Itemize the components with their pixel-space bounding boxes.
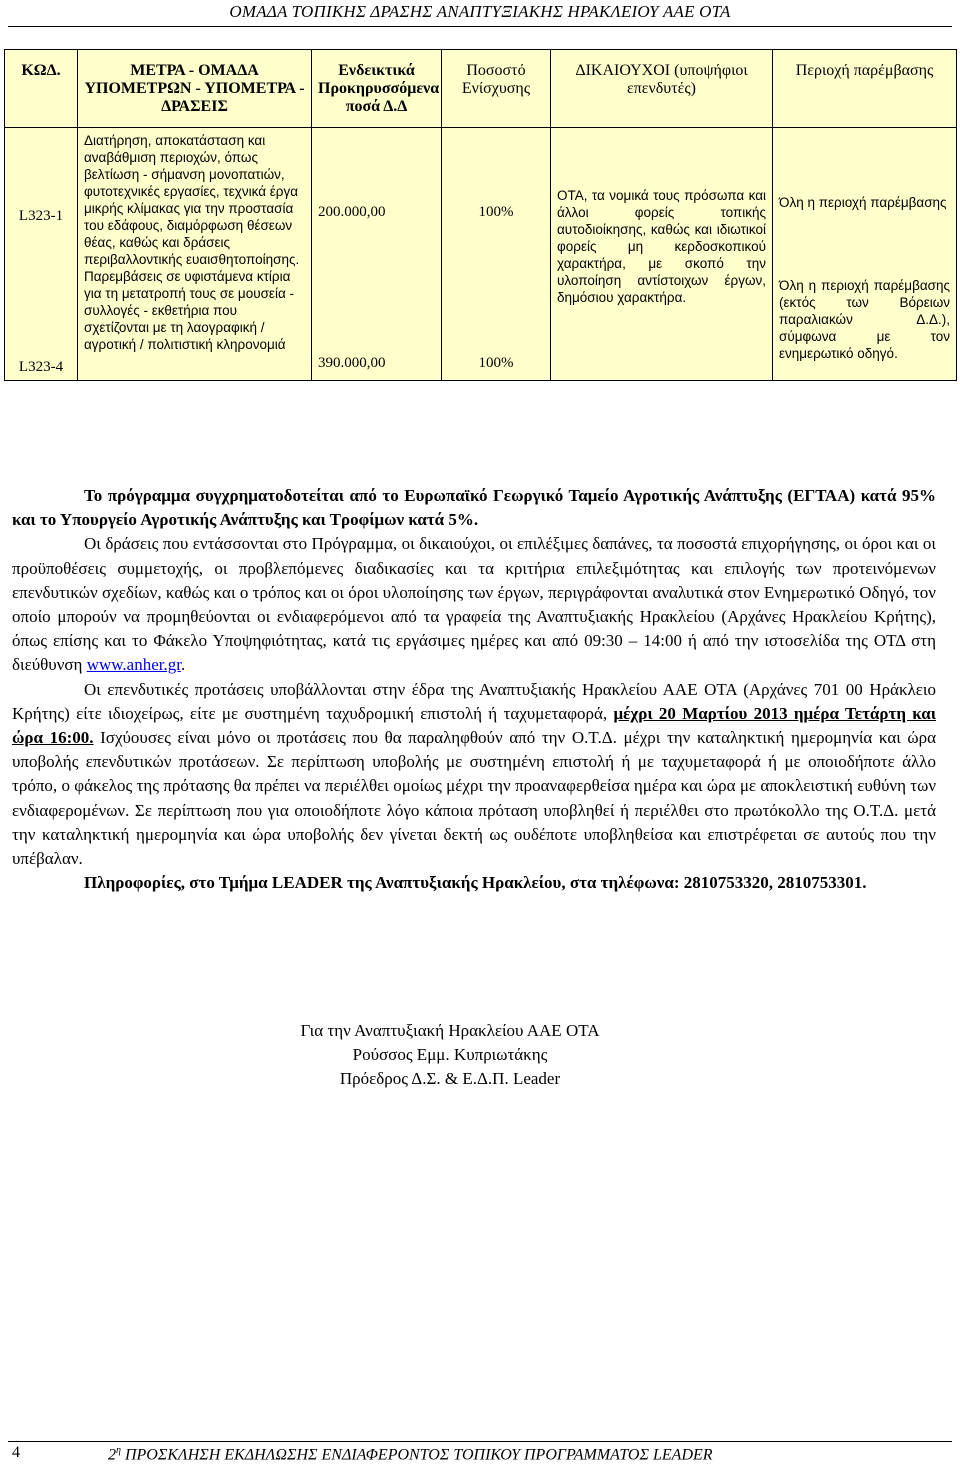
- signature-org: Για την Αναπτυξιακή Ηρακλείου ΑΑΕ ΟΤΑ: [300, 1021, 600, 1040]
- page-number: 4: [12, 1444, 20, 1461]
- website-link[interactable]: www.anher.gr: [86, 655, 181, 675]
- info-paragraph: Πληροφορίες, στο Τμήμα LEADER της Αναπτυξιακής Ηρακλείου, στα τηλέφωνα: 2810753320, 2810753301.: [84, 873, 867, 893]
- funding-paragraph: Το πρόγραμμα συγχρηματοδοτείται από το Ευρωπαϊκό Γεωργικό Ταμείο Αγροτικής Ανάπτυξης (ΕΓΤΑΑ) κατά 95% και το Υπουργείο Αγροτικής Ανάπτυξης και Τροφίμων κατά 5%.: [12, 486, 936, 530]
- paragraph-actions-end: .: [180, 655, 186, 675]
- paragraph-submission: [12, 678, 936, 872]
- col-header-beneficiaries: [551, 50, 773, 128]
- submission-rest: Ισχύουσες είναι μόνο οι προτάσεις που θα παραληφθούν από την Ο.Τ.Δ. μέχρι την καταληκτική ημερομηνία και ώρα υποβολής επενδυτικών προτάσεων. Σε περίπτωση υποβολής με συστημένη επιστολή ή με ταχυμεταφορά ή με οποιοδήποτε άλλο τρόπο, ο φάκελος της πρότασης θα πρέπει να περιέλθει ομοίως μέχρι την προαναφερθείσα ημέρα και ώρα με αποκλειστική ευθύνη των ενδιαφερομένων. Σε περίπτωση που για οποιοδήποτε λόγο κάποια πρόταση υποβληθεί ή περιέλθει στο πρωτόκολλο της Ο.Τ.Δ. μετά την καταληκτική ημερομηνία και ώρα υποβολής δεν γίνεται δεκτή ως ουδέποτε υποβληθείσα και επιστρέφεται σε αυτούς που την υπέβαλαν.: [12, 728, 936, 869]
- paragraph-actions: [12, 532, 936, 677]
- signature-block: [200, 1019, 700, 1091]
- col-header-measures: ΜΕΤΡΑ - ΟΜΑΔΑ ΥΠΟΜΕΤΡΩΝ - ΥΠΟΜΕΤΡΑ - ΔΡΑΣΕΙΣ: [78, 50, 312, 128]
- footer-num: 2: [108, 1446, 116, 1464]
- col-header-percent: Ποσοστό Ενίσχυσης: [442, 50, 551, 128]
- percent-l323-1: 100%: [478, 204, 514, 220]
- signature-title: Πρόεδρος Δ.Σ. & Ε.Δ.Π. Leader: [339, 1069, 561, 1088]
- signature-name: Ρούσσος Εμμ. Κυπριωτάκης: [352, 1045, 548, 1064]
- beneficiaries-text: ΟΤΑ, τα νομικά τους πρόσωπα και άλλοι φορείς τοπικής αυτοδιοίκησης, καθώς και ιδιωτικοί φορείς μη κερδοσκοπικού χαρακτήρα, με σκοπό την υλοποίηση αντίστοιχων έργων, δημόσιου χαρακτήρα.: [557, 188, 766, 305]
- area-l323-4: Όλη η περιοχή παρέμβασης (εκτός των Βόρειων παραλιακών Δ.Δ.), σύμφωνα με τον ενημερωτικό οδηγό.: [779, 278, 950, 361]
- percent-l323-4: 100%: [478, 355, 514, 371]
- submission-text: Οι επενδυτικές προτάσεις υποβάλλονται στην έδρα της Αναπτυξιακής Ηρακλείου ΑΑΕ ΟΤΑ (Αρχάνες 701 00 Ηράκλειο Κρήτης) είτε ιδιοχείρως, είτε με συστημένη ταχυδρομική επιστολή ή ταχυμεταφορά,: [12, 679, 936, 723]
- paragraph-actions-text: Οι δράσεις που εντάσσονται στο Πρόγραμμα, οι δικαιούχοι, οι επιλέξιμες δαπάνες, τα ποσοστά επιχορήγησης, οι όροι και οι προϋποθέσεις συμμετοχής, οι προβλεπόμενες διαδικασίες και τα κριτήρια επιλεξιμότητας και επιλογής των προτεινόμενων επενδυτικών σχεδίων, καθώς και ο τρόπος και οι όροι υλοποίησης των έργων, περιγράφονται αναλυτικά στον Ενημερωτικό Οδηγό, τον οποίο μπορούν να προμηθεύονται οι ενδιαφερόμενοι από τα γραφεία της Αναπτυξιακής Ηρακλείου (Αρχάνες Ηρακλείου Κρήτης), όπως επίσης και το Φάκελο Υποψηφιότητας, κατά τις εργάσιμες ημέρες και από 09:30 – 14:00 ή από την ιστοσελίδα της ΟΤΔ στη διεύθυνση: [12, 534, 936, 675]
- code-l323-1: L323-1: [18, 208, 64, 224]
- percent-cell: [442, 128, 551, 381]
- beneficiaries-header-text: ΔΙΚΑΙΟΥΧΟΙ (υποψήφιοι επενδυτές): [575, 62, 748, 97]
- amount-l323-1: 200.000,00: [318, 204, 386, 220]
- area-l323-1: Όλη η περιοχή παρέμβασης: [779, 195, 947, 210]
- header-divider: [8, 26, 952, 27]
- area-cell: [773, 128, 957, 381]
- footer-text: [108, 1445, 713, 1464]
- beneficiaries-cell: [551, 128, 773, 381]
- footer-sup: η: [116, 1445, 121, 1456]
- col-header-amount: Ενδεικτικά Προκηρυσσόμενα ποσά Δ.Δ: [312, 50, 442, 128]
- description-cell: [78, 128, 312, 381]
- code-cell: [5, 128, 78, 381]
- code-l323-4: L323-4: [18, 359, 64, 375]
- col-header-code: ΚΩΔ.: [5, 50, 78, 128]
- page-header: ΟΜΑΔΑ ΤΟΠΙΚΗΣ ΔΡΑΣΗΣ ΑΝΑΠΤΥΞΙΑΚΗΣ ΗΡΑΚΛΕΙΟΥ ΑΑΕ ΟΤΑ: [229, 2, 731, 21]
- col-header-area: Περιοχή παρέμβασης: [773, 50, 957, 128]
- description-l323-4: Παρεμβάσεις σε υφιστάμενα κτίρια για τη μετατροπή τους σε μουσεία - συλλογές - εκθετήρια που σχετίζονται με τη λαογραφική / αγροτική / πολιτιστική κληρονομιά: [84, 269, 295, 352]
- amount-cell: [312, 128, 442, 381]
- document-body: [12, 484, 936, 895]
- footer-title: ΠΡΟΣΚΛΗΣΗ ΕΚΔΗΛΩΣΗΣ ΕΝΔΙΑΦΕΡΟΝΤΟΣ ΤΟΠΙΚΟΥ ΠΡΟΓΡΑΜΜΑΤΟΣ LEADER: [124, 1446, 713, 1464]
- footer-divider: [8, 1441, 952, 1442]
- table-row: [5, 128, 957, 381]
- table-header-row: [5, 50, 957, 128]
- measures-table: [4, 49, 957, 381]
- amount-l323-4: 390.000,00: [318, 355, 386, 371]
- deadline-text: μέχρι 20 Μαρτίου 2013 ημέρα Τετάρτη και ώρα 16:00.: [12, 703, 936, 748]
- description-l323-1: Διατήρηση, αποκατάσταση και αναβάθμιση περιοχών, όπως βελτίωση - σήμανση μονοπατιών, φυτοτεχνικές εργασίες, τεχνικά έργα μικρής κλίμακας για την προστασία του εδάφους, διαμόρφωση θέσεων θέας, καθώς και δράσεις περιβαλλοντικής ευαισθητοποίησης.: [84, 133, 300, 267]
